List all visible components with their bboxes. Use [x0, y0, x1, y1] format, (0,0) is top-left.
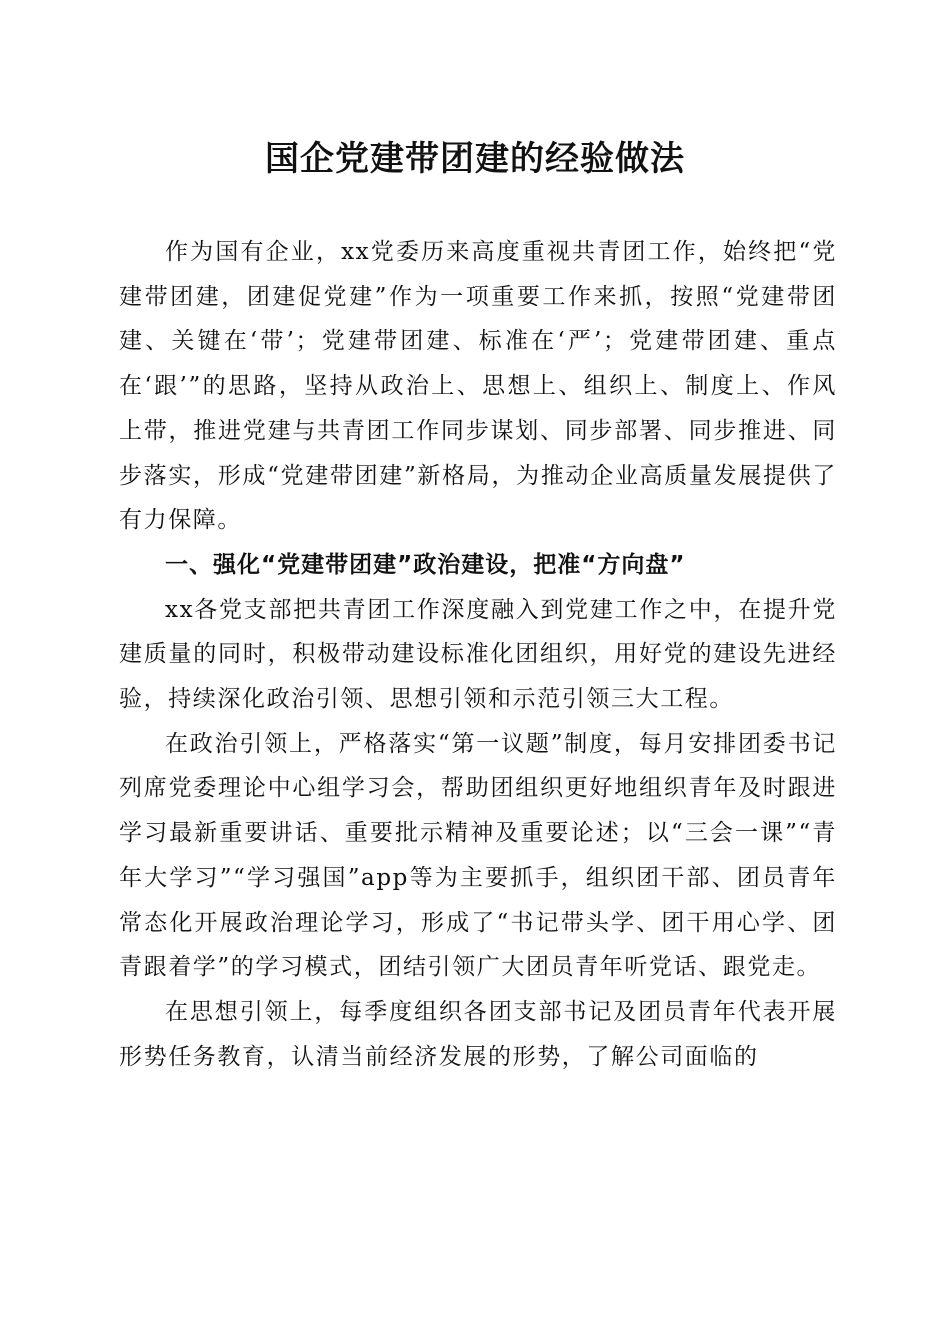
document-title: 国企党建带团建的经验做法: [265, 139, 685, 179]
section-1-paragraph-1: xx各党支部把共青团工作深度融入到党建工作之中，在提升党建质量的同时，积极带动建设标准化团组织，用好党的建设先进经验，持续深化政治引领、思想引领和示范引领三大工程。: [119, 596, 837, 713]
section-1-paragraph-2: 在政治引领上，严格落实“第一议题”制度，每月安排团委书记列席党委理论中心组学习会，帮助团组织更好地组织青年及时跟进学习最新重要讲话、重要批示精神及重要论述；以“三会一课”“青年大学习”“学习强国”app等为主要抓手，组织团干部、团员青年常态化开展政治理论学习，形成了“书记带头学、团干用心学、团青跟着学”的学习模式，团结引领广大团员青年听党话、跟党走。: [119, 730, 837, 981]
intro-paragraph: 作为国有企业，xx党委历来高度重视共青团工作，始终把“党建带团建，团建促党建”作为一项重要工作来抓，按照“党建带团建、关键在‘带’；党建带团建、标准在‘严’；党建带团建、重点在‘跟’”的思路，坚持从政治上、思想上、组织上、制度上、作风上带，推进党建与共青团工作同步谋划、同步部署、同步推进、同步落实，形成“党建带团建”新格局，为推动企业高质量发展提供了有力保障。: [119, 239, 837, 534]
section-1-paragraph-3: 在思想引领上，每季度组织各团支部书记及团员青年代表开展形势任务教育，认清当前经济发展的形势，了解公司面临的: [119, 998, 837, 1070]
document-body: [119, 230, 837, 1079]
section-heading-1: 一、强化“党建带团建”政治建设，把准“方向盘”: [165, 551, 686, 578]
